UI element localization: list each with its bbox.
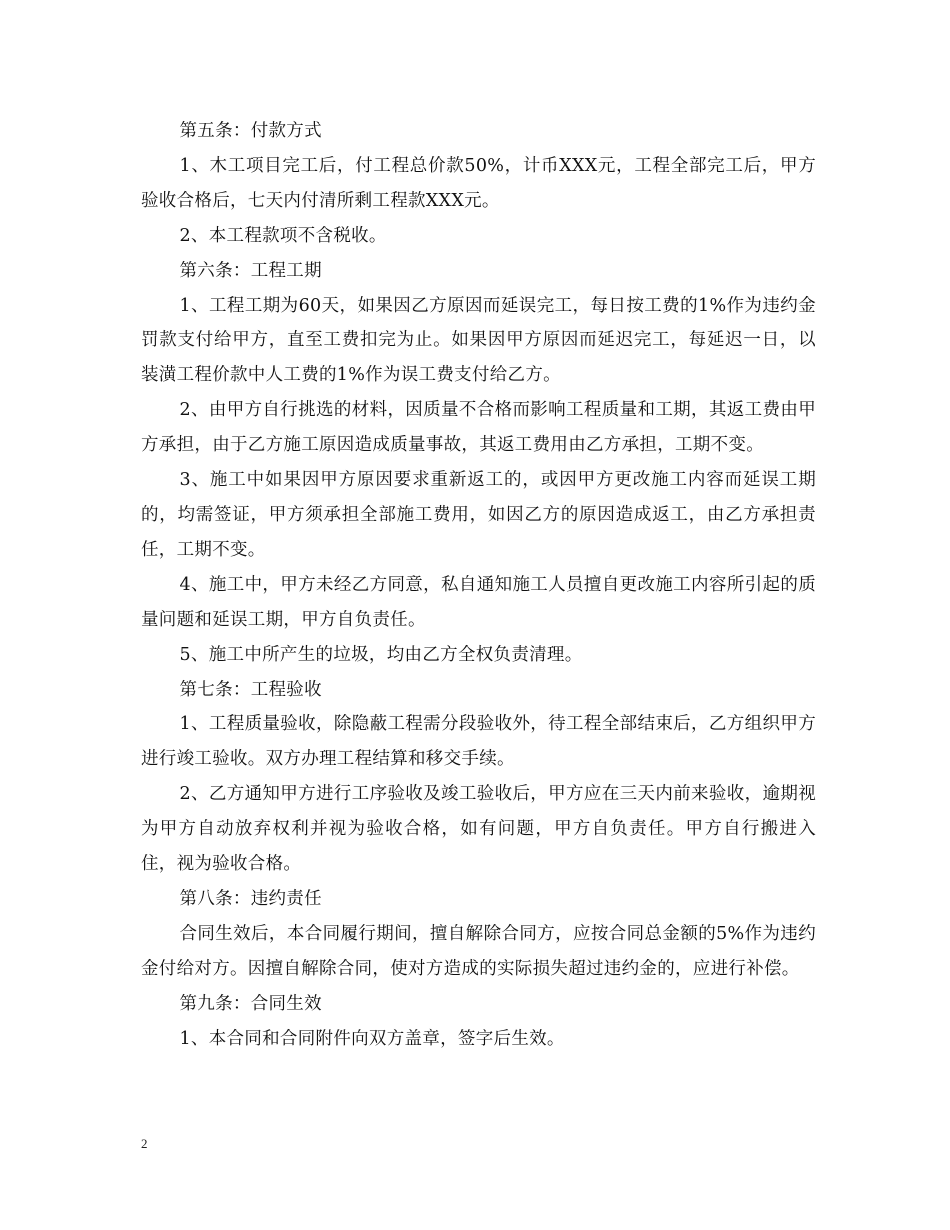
paragraph-6-3: 3、施工中如果因甲方原因要求重新返工的，或因甲方更改施工内容而延误工期的，均需签证，甲方须承担全部施工费用，如因乙方的原因造成返工，由乙方承担责任，工期不变。 bbox=[141, 470, 816, 560]
heading-article-7: 第七条：工程验收 bbox=[179, 679, 322, 700]
heading-article-6: 第六条：工程工期 bbox=[179, 260, 322, 281]
heading-article-9: 第九条：合同生效 bbox=[179, 993, 322, 1014]
page-number: 2 bbox=[141, 1136, 148, 1151]
paragraph-9-1: 1、本合同和合同附件向双方盖章，签字后生效。 bbox=[179, 1028, 565, 1049]
document-body bbox=[141, 114, 816, 1056]
heading-article-5: 第五条：付款方式 bbox=[179, 121, 322, 141]
paragraph-6-1: 1、工程工期为60天，如果因乙方原因而延误完工，每日按工费的1%作为违约金罚款支付给甲方，直至工费扣完为止。如果因甲方原因而延迟完工，每延迟一日，以装潢工程价款中人工费的1%作为误工费支付给乙方。 bbox=[141, 295, 816, 386]
paragraph-6-2: 2、由甲方自行挑选的材料，因质量不合格而影响工程质量和工期，其返工费由甲方承担，由于乙方施工原因造成质量事故，其返工费用由乙方承担，工期不变。 bbox=[141, 400, 816, 456]
paragraph-5-1: 1、木工项目完工后，付工程总价款50%，计币XXX元，工程全部完工后，甲方验收合格后，七天内付清所剩工程款XXX元。 bbox=[141, 155, 816, 211]
paragraph-7-1: 1、工程质量验收，除隐蔽工程需分段验收外，待工程全部结束后，乙方组织甲方进行竣工验收。双方办理工程结算和移交手续。 bbox=[141, 714, 816, 770]
paragraph-5-2: 2、本工程款项不含税收。 bbox=[179, 225, 387, 246]
paragraph-8-1: 合同生效后，本合同履行期间，擅自解除合同方，应按合同总金额的5%作为违约金付给对方。因擅自解除合同，使对方造成的实际损失超过违约金的，应进行补偿。 bbox=[141, 923, 816, 979]
paragraph-6-5: 5、施工中所产生的垃圾，均由乙方全权负责清理。 bbox=[179, 644, 583, 665]
heading-article-8: 第八条：违约责任 bbox=[179, 888, 322, 909]
paragraph-7-2: 2、乙方通知甲方进行工序验收及竣工验收后，甲方应在三天内前来验收，逾期视为甲方自动放弃权利并视为验收合格，如有问题，甲方自负责任。甲方自行搬进入住，视为验收合格。 bbox=[141, 784, 816, 875]
paragraph-6-4: 4、施工中，甲方未经乙方同意，私自通知施工人员擅自更改施工内容所引起的质量问题和延误工期，甲方自负责任。 bbox=[141, 574, 816, 630]
